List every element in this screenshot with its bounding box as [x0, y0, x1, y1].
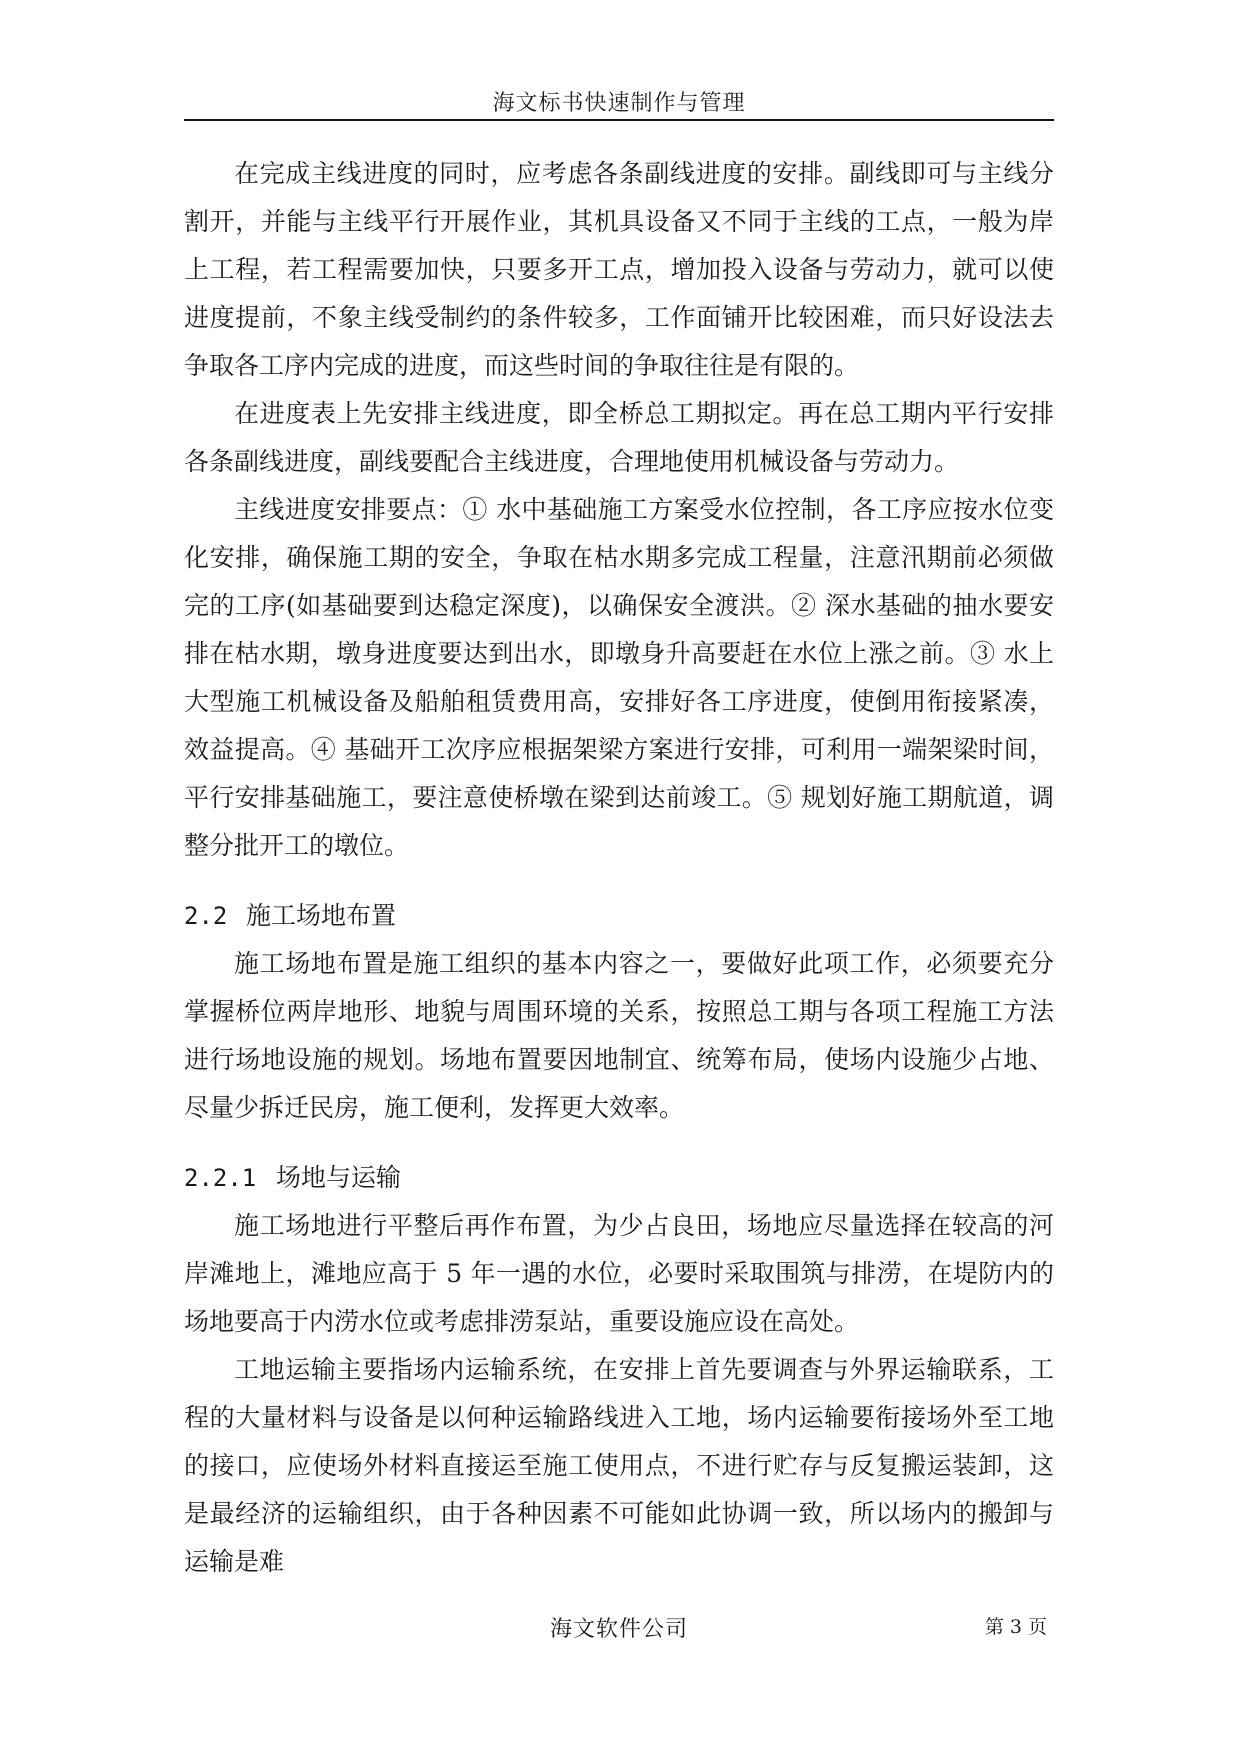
- page-number: 第 3 页: [984, 1616, 1047, 1638]
- footer-company: 海文软件公司: [549, 1617, 688, 1642]
- subsection-number: 2.2.1: [184, 1164, 257, 1192]
- paragraph: 在完成主线进度的同时，应考虑各条副线进度的安排。副线即可与主线分割开，并能与主线平行开展作业，其机具设备又不同于主线的工点，一般为岸上工程，若工程需要加快，只要多开工点，增加投入设备与劳动力，就可以使进度提前，不象主线受制约的条件较多，工作面铺开比较困难，而只好设法去争取各工序内完成的进度，而这些时间的争取往往是有限的。: [184, 159, 1054, 380]
- paragraph: 工地运输主要指场内运输系统，在安排上首先要调查与外界运输联系，工程的大量材料与设备是以何种运输路线进入工地，场内运输要衔接场外至工地的接口，应使场外材料直接运至施工使用点，不进行贮存与反复搬运装卸，这是最经济的运输组织，由于各种因素不可能如此协调一致，所以场内的搬卸与运输是难: [184, 1355, 1054, 1576]
- paragraph: 主线进度安排要点：① 水中基础施工方案受水位控制，各工序应按水位变化安排，确保施工期的安全，争取在枯水期多完成工程量，注意汛期前必须做完的工序(如基础要到达稳定深度)，以确保安全渡洪。② 深水基础的抽水要安排在枯水期，墩身进度要达到出水，即墩身升高要赶在水位上涨之前。③ 水上大型施工机械设备及船舶租赁费用高，安排好各工序进度，使倒用衔接紧凑，效益提高。④ 基础开工次序应根据架梁方案进行安排，可利用一端架梁时间，平行安排基础施工，要注意使桥墩在梁到达前竣工。⑤ 规划好施工期航道，调整分批开工的墩位。: [184, 495, 1054, 860]
- section-number: 2.2: [184, 902, 228, 930]
- paragraph: 施工场地进行平整后再作布置，为少占良田，场地应尽量选择在较高的河岸滩地上，滩地应高于 5 年一遇的水位，必要时采取围筑与排涝，在堤防内的场地要高于内涝水位或考虑排涝泵站，重要设施应设在高处。: [184, 1211, 1054, 1336]
- document-body: [184, 150, 1054, 1586]
- paragraph: 施工场地布置是施工组织的基本内容之一，要做好此项工作，必须要充分掌握桥位两岸地形、地貌与周围环境的关系，按照总工期与各项工程施工方法进行场地设施的规划。场地布置要因地制宜、统筹布局，使场内设施少占地、尽量少拆迁民房，施工便利，发挥更大效率。: [184, 949, 1054, 1122]
- header-divider: [184, 119, 1054, 121]
- section-heading: [184, 892, 1054, 940]
- paragraph: 在进度表上先安排主线进度，即全桥总工期拟定。再在总工期内平行安排各条副线进度，副线要配合主线进度，合理地使用机械设备与劳动力。: [184, 399, 1054, 476]
- header-title: 海文标书快速制作与管理: [492, 91, 746, 116]
- subsection-title: 场地与运输: [276, 1163, 402, 1192]
- section-title: 施工场地布置: [246, 901, 397, 930]
- subsection-heading: [184, 1154, 1054, 1202]
